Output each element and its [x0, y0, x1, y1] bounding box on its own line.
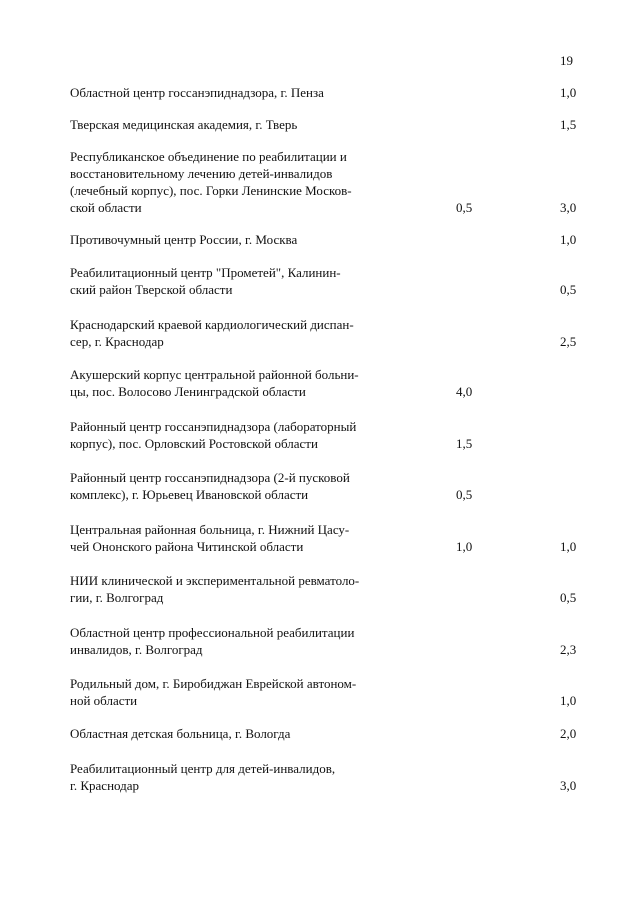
- entry-value-1: 0,5: [456, 487, 473, 502]
- entry-value-2: 0,5: [560, 282, 577, 297]
- entry-name: Родильный дом, г. Биробиджан Еврейской автоном- ной области: [70, 676, 357, 708]
- entry-name: Областной центр профессиональной реабилитации инвалидов, г. Волгоград: [70, 625, 355, 657]
- entry-value-1: 0,5: [456, 200, 473, 215]
- entry-name: НИИ клинической и экспериментальной ревматоло- гии, г. Волгоград: [70, 573, 360, 605]
- page-number: 19: [560, 53, 573, 68]
- entry-name: Районный центр госсанэпиднадзора (лабораторный корпус), пос. Орловский Ростовской области: [70, 419, 357, 451]
- entry-name: Центральная районная больница, г. Нижний Цасу- чей Ононского района Читинской области: [70, 522, 350, 554]
- entry-value-1: 4,0: [456, 384, 473, 399]
- entry-value-1: 1,5: [456, 436, 473, 451]
- entry-value-1: 1,0: [456, 539, 473, 554]
- entry-value-2: 3,0: [560, 200, 577, 215]
- entry-value-2: 2,0: [560, 726, 577, 741]
- entry-name: Реабилитационный центр "Прометей", Калинин- ский район Тверской области: [70, 265, 341, 297]
- entry-value-2: 0,5: [560, 590, 577, 605]
- entry-name: Акушерский корпус центральной районной больни- цы, пос. Волосово Ленинградской области: [70, 367, 359, 399]
- entry-value-2: 3,0: [560, 778, 577, 793]
- entry-name: Реабилитационный центр для детей-инвалидов, г. Краснодар: [70, 761, 336, 793]
- entry-name: Тверская медицинская академия, г. Тверь: [70, 117, 298, 132]
- entry-name: Краснодарский краевой кардиологический диспан- сер, г. Краснодар: [70, 317, 354, 349]
- entry-name: Районный центр госсанэпиднадзора (2-й пусковой комплекс), г. Юрьевец Ивановской области: [70, 470, 350, 502]
- entry-name: Областная детская больница, г. Вологда: [70, 726, 291, 741]
- entry-value-2: 2,3: [560, 642, 577, 657]
- entry-value-2: 1,0: [560, 539, 577, 554]
- entry-name: Областной центр госсанэпиднадзора, г. Пенза: [70, 85, 324, 100]
- entry-name: Противочумный центр России, г. Москва: [70, 232, 298, 247]
- entry-value-2: 1,5: [560, 117, 577, 132]
- entry-value-2: 1,0: [560, 693, 577, 708]
- entry-value-2: 2,5: [560, 334, 577, 349]
- entry-value-2: 1,0: [560, 85, 577, 100]
- entry-name: Республиканское объединение по реабилитации и восстановительному лечению детей-инвалидов (лечебный корпус), пос. Горки Ленинские Москов- ской области: [70, 149, 352, 215]
- entry-value-2: 1,0: [560, 232, 577, 247]
